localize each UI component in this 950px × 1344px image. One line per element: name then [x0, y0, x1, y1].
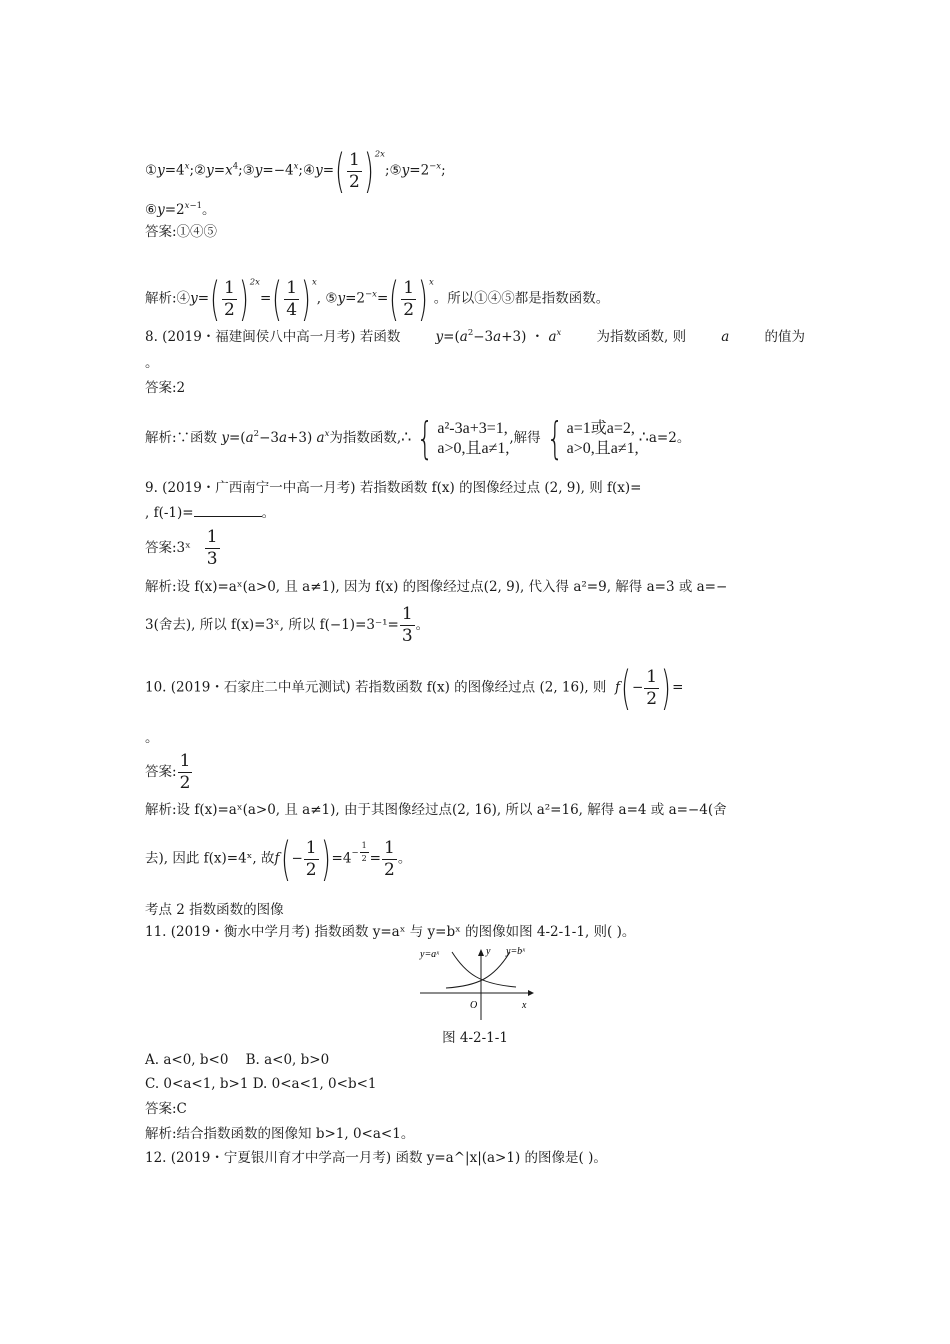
q11-stem: 11. (2019・衡水中学月考) 指数函数 y=aˣ 与 y=bˣ 的图像如图 4-2-1-1, 则( )。: [145, 924, 636, 940]
x-axis-arrow: [528, 990, 534, 996]
q8-system-2: [567, 419, 639, 459]
q8-sol1: a=1或a=2,: [566, 419, 635, 437]
q8-sol2: a>0,且a≠1,: [566, 439, 639, 457]
q10-stem-end: 。: [145, 730, 159, 746]
q7-analysis-tail: 。所以①④⑤都是指数函数。: [433, 290, 610, 307]
q8-conclusion: a=2。: [648, 430, 691, 446]
q8-analysis-a: 解析:∵函数: [145, 430, 218, 446]
label-y-b-x: y=bˣ: [506, 946, 526, 957]
q11-option-d: D. 0<a<1, 0<b<1: [252, 1076, 377, 1092]
q8-analysis: 解析:∵函数 $y=(a^2-3a+3)$ $a^x$为指数函数,∴ { a²-3a+3=1, a>0,且a≠1, ,解得 { a=1或a=2, a>0,且a≠1, ∴a=2。: [145, 412, 691, 464]
q9-blank: [194, 502, 262, 517]
label-x: x: [522, 1000, 527, 1011]
q8-stem: 8. (2019・福建闽侯八中高一月考) 若函数 $y=(a^2-3a+3)$ ・ $a^x$ 为指数函数, 则 a 的值为: [145, 328, 805, 345]
q9-analysis2-text: 3(舍去), 所以 f(x)=3ˣ, 所以 f(−1)=3⁻¹=: [145, 617, 399, 633]
q7-items-line1: $①y=4^x;②y=x^4;③y=-4^x;④y=$( $\frac{1}{2}$ )$^{2x};⑤y=2^{-x}$;: [145, 144, 446, 198]
q10-answer: 答案: $\frac{1}{2}$: [145, 751, 191, 793]
label-y: y: [486, 946, 491, 957]
q10-analysis2-text: 去), 因此 f(x)=4ˣ, 故: [145, 850, 275, 867]
q11-analysis: 解析:结合指数函数的图像知 b>1, 0<a<1。: [145, 1126, 415, 1142]
y-axis-arrow: [478, 949, 484, 956]
q12-stem: 12. (2019・宁夏银川育才中学高一月考) 函数 y=a^|x|(a>1) 的图像是( )。: [145, 1150, 607, 1166]
q11-figure-caption: 图 4-2-1-1: [442, 1030, 508, 1046]
q9-answer: 答案:3ˣ $\frac{1}{3}$: [145, 527, 218, 569]
q8-eq2: a>0,且a≠1,: [437, 439, 510, 457]
q8-answer: 答案:2: [145, 380, 186, 396]
q10-analysis1: 解析:设 f(x)=aˣ(a>0, 且 a≠1), 由于其图像经过点(2, 16), 所以 a²=16, 解得 a=4 或 a=−4(舍: [145, 802, 727, 818]
q11-answer: 答案:C: [145, 1101, 187, 1117]
q10-answer-text: 答案:: [145, 764, 177, 780]
q9-stem: 9. (2019・广西南宁一中高一月考) 若指数函数 f(x) 的图像经过点 (2, 9), 则 f(x)=: [145, 480, 642, 496]
q9-stem2-text: , f(-1)=: [145, 505, 194, 521]
q8-stem-c: 的值为: [764, 329, 805, 345]
q8-stem-b: 为指数函数, 则: [596, 329, 687, 345]
label-y-a-x: y=aˣ: [420, 949, 440, 960]
q9-analysis2: 3(舍去), 所以 f(x)=3ˣ, 所以 f(−1)=3⁻¹= $\frac{1}{3}$ 。: [145, 604, 430, 646]
q8-eq1: a²-3a+3=1,: [437, 419, 508, 437]
q9-answer-text: 答案:3ˣ: [145, 540, 191, 556]
q8-stem-a: 8. (2019・福建闽侯八中高一月考) 若函数: [145, 329, 401, 345]
q10-stem: 10. (2019・石家庄二中单元测试) 若指数函数 f(x) 的图像经过点 (2, 16), 则 f(− $\frac{1}{2}$ )=: [145, 661, 684, 715]
q7-items-line2: $⑥y=2^{x-1}$。: [145, 201, 216, 218]
q9-analysis1: 解析:设 f(x)=aˣ(a>0, 且 a≠1), 因为 f(x) 的图像经过点(2, 9), 代入得 a²=9, 解得 a=3 或 a=−: [145, 579, 728, 595]
q8-system-1: [437, 419, 509, 459]
section-heading: 考点 2 指数函数的图像: [145, 902, 284, 918]
q8-analysis-b: 为指数函数,: [329, 430, 402, 446]
q11-option-c: C. 0<a<1, b>1: [145, 1076, 249, 1092]
q8-solve: ,解得: [509, 430, 541, 446]
q7-analysis: 解析:④y=( $\frac{1}{2}$ )$^{2x}$=( $\frac{1}{4}$ )$^x$, $⑤y=2^{-x}=$( $\frac{1}{2}$ )$^x$。所以①④⑤都是指数函数。: [145, 272, 610, 326]
q9-stem2: , f(-1)= 。: [145, 502, 275, 523]
q8-stem-end: 。: [145, 355, 159, 371]
q10-analysis2: 去), 因此 f(x)=4ˣ, 故f(− $\frac{1}{2}$ )$=4^{- \frac{1}{2}}$ = $\frac{1}{2}$ 。: [145, 832, 412, 886]
q11-options-cd: [145, 1074, 377, 1094]
q7-answer: 答案:①④⑤: [145, 224, 218, 240]
q10-stem-text: 10. (2019・石家庄二中单元测试) 若指数函数 f(x) 的图像经过点 (2, 16), 则: [145, 679, 607, 696]
q11-option-a: A. a<0, b<0: [145, 1052, 229, 1068]
q11-figure: [418, 942, 548, 1022]
q11-options-ab: [145, 1050, 329, 1070]
q11-option-b: B. a<0, b>0: [245, 1052, 330, 1068]
label-origin: O: [470, 1000, 478, 1011]
